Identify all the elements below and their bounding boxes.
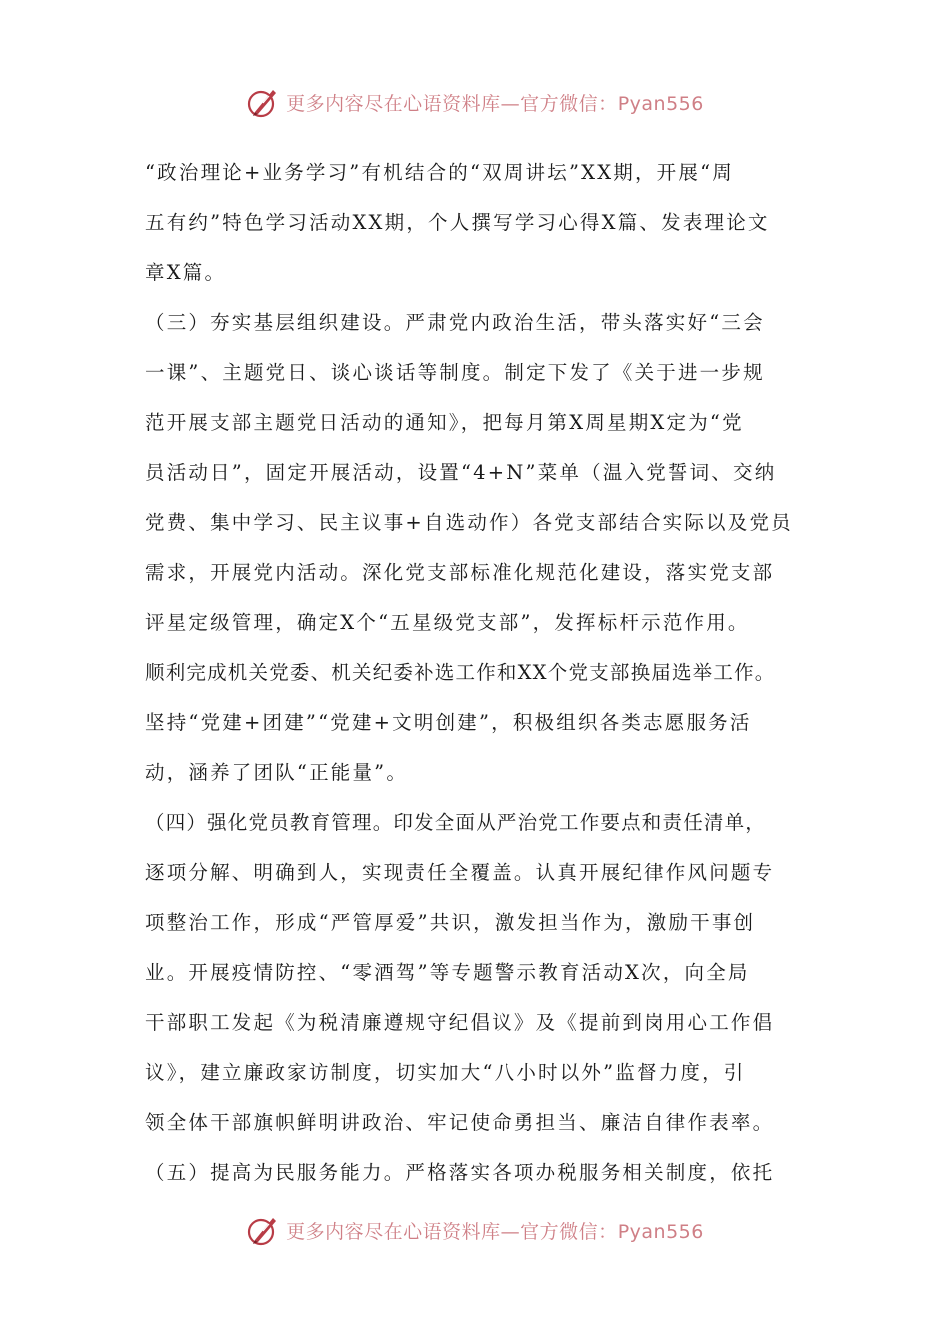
document-body: [145, 148, 825, 1198]
banner-inner: [246, 1213, 704, 1247]
banner-wechat-label: 官方微信：: [520, 92, 618, 115]
text-line: 章X篇。: [145, 261, 227, 284]
text-line: 一课”、主题党日、谈心谈话等制度。制定下发了《关于进一步规: [145, 361, 765, 384]
text-line: 坚持“党建+团建”“党建+文明创建”，积极组织各类志愿服务活: [145, 711, 752, 734]
text-line: 议》，建立廉政家访制度，切实加大“八小时以外”监督力度，引: [145, 1061, 746, 1084]
quill-pen-logo-icon: [246, 85, 280, 119]
text-line: 员活动日”，固定开展活动，设置“4+N”菜单（温入党誓词、交纳: [145, 461, 777, 484]
banner-text: [286, 89, 704, 116]
quill-pen-logo-icon: [246, 1213, 280, 1247]
text-line: 党费、集中学习、民主议事+自选动作）各党支部结合实际以及党员: [145, 511, 793, 534]
banner-text: [286, 1217, 704, 1244]
text-line: （五）提高为民服务能力。严格落实各项办税服务相关制度，依托: [145, 1161, 775, 1184]
banner-main-text: 更多内容尽在心语资料库: [286, 1220, 501, 1243]
banner-main-text: 更多内容尽在心语资料库: [286, 92, 501, 115]
text-line: （三）夯实基层组织建设。严肃党内政治生活，带头落实好“三会: [145, 311, 765, 334]
banner-wechat-label: 官方微信：: [520, 1220, 618, 1243]
text-line: 五有约”特色学习活动XX期，个人撰写学习心得X篇、发表理论文: [145, 211, 770, 234]
text-line: 逐项分解、明确到人，实现责任全覆盖。认真开展纪律作风问题专: [145, 861, 775, 884]
text-line: 干部职工发起《为税清廉遵规守纪倡议》及《提前到岗用心工作倡: [145, 1011, 775, 1034]
text-line: 范开展支部主题党日活动的通知》，把每月第X周星期X定为“党: [145, 411, 744, 434]
banner-separator: —: [500, 1220, 521, 1243]
banner-wechat-id: Pyan556: [617, 1220, 704, 1243]
text-line: 顺利完成机关党委、机关纪委补选工作和XX个党支部换届选举工作。: [145, 661, 776, 684]
banner-wechat-id: Pyan556: [617, 92, 704, 115]
banner-inner: [246, 85, 704, 119]
text-line: 需求，开展党内活动。深化党支部标准化规范化建设，落实党支部: [145, 561, 775, 584]
text-line: （四）强化党员教育管理。印发全面从严治党工作要点和责任清单，: [145, 811, 767, 834]
text-line: “政治理论+业务学习”有机结合的“双周讲坛”XX期，开展“周: [145, 161, 734, 184]
text-line: 项整治工作，形成“严管厚爱”共识，激发担当作为，激励干事创: [145, 911, 756, 934]
text-line: 领全体干部旗帜鲜明讲政治、牢记使命勇担当、廉洁自律作表率。: [145, 1111, 775, 1134]
text-line: 业。开展疫情防控、“零酒驾”等专题警示教育活动X次，向全局: [145, 961, 750, 984]
text-line: 动，涵养了团队“正能量”。: [145, 761, 409, 784]
text-line: 评星定级管理，确定X个“五星级党支部”，发挥标杆示范作用。: [145, 611, 750, 634]
banner-separator: —: [500, 92, 521, 115]
footer-watermark-banner: [0, 1208, 950, 1252]
header-watermark-banner: [0, 80, 950, 124]
